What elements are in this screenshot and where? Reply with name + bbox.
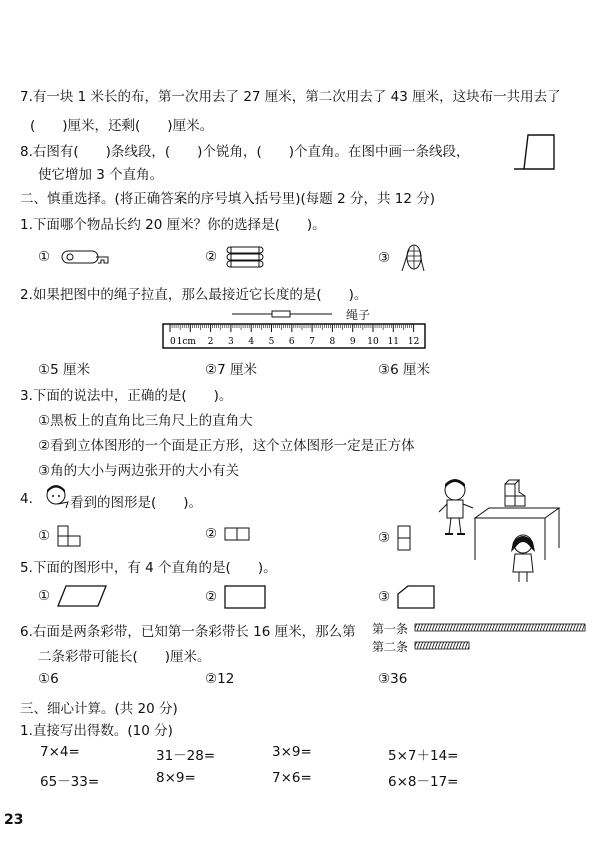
q8-line1: 8.右图有( )条线段，( )个锐角，( )个直角。在图中画一条线段，	[20, 144, 470, 160]
s2-q2-text: 2.如果把图中的绳子拉直，那么最接近它长度的是( )。	[20, 287, 368, 303]
parallelogram-shape	[56, 584, 108, 608]
ruler-tick-label: 1cm	[176, 337, 196, 347]
s2-q6-option-3: ③36	[378, 671, 408, 687]
ruler-tick-label: 2	[207, 337, 214, 347]
s2-q1-option-1: ①	[38, 243, 112, 271]
ruler-tick-label: 8	[329, 337, 336, 347]
s2-q2-option-1: ①5 厘米	[38, 362, 90, 378]
rope-label: 绳子	[346, 308, 371, 322]
s2-q4-option-3: ③	[378, 524, 414, 552]
s2-q6-option-2: ②12	[205, 671, 235, 687]
ruler-tick-label: 0	[170, 337, 176, 347]
ribbon-1	[414, 623, 588, 633]
ruler-tick-label: 10	[367, 337, 379, 347]
s2-q4-option-2: ②	[205, 524, 253, 544]
view-shape-1	[56, 524, 84, 548]
s2-q4-text: 看到的图形是( )。	[70, 495, 203, 511]
irregular-quad-shape	[396, 584, 436, 610]
calc-r2-c1: 65－33=	[40, 774, 100, 790]
s2-q1-text: 1.下面哪个物品长约 20 厘米？你的选择是( )。	[20, 217, 326, 233]
q8-line2: 使它增加 3 个直角。	[38, 167, 164, 183]
ruler-tick-label: 3	[228, 337, 234, 347]
s2-q4-option-1: ①	[38, 524, 84, 548]
s2-q3-text: 3.下面的说法中，正确的是( )。	[20, 388, 233, 404]
section3-title: 三、细心计算。(共 20 分)	[20, 701, 178, 717]
boy-head-icon	[44, 482, 70, 510]
ruler	[162, 323, 426, 349]
s3-q1-text: 1.直接写出得数。(10 分)	[20, 723, 173, 739]
ribbon-2-label: 第二条	[372, 640, 409, 654]
s2-q5-option-2: ②	[205, 584, 267, 610]
section2-title: 二、慎重选择。(将正确答案的序号填入括号里)(每题 2 分，共 12 分)	[20, 191, 435, 207]
ruler-tick-label: 11	[387, 337, 400, 347]
s2-q4-num: 4.	[20, 491, 33, 507]
q8-figure	[512, 133, 556, 173]
s2-q5-text: 5.下面的图形中，有 4 个直角的是( )。	[20, 560, 277, 576]
s2-q2-option-2: ②7 厘米	[205, 362, 257, 378]
s2-q1-option-3: ③	[378, 243, 430, 273]
s2-q6-option-1: ①6	[38, 671, 59, 687]
s2-q3-option-2: ②看到立体图形的一个面是正方形，这个立体图形一定是正方体	[38, 438, 415, 454]
rectangle-shape	[223, 584, 267, 610]
key-icon	[56, 243, 112, 271]
ruler-tick-label: 5	[268, 337, 275, 347]
s2-q5-option-1: ①	[38, 584, 108, 608]
s2-q2-option-3: ③6 厘米	[378, 362, 430, 378]
s2-q6-line1: 6.右面是两条彩带，已知第一条彩带长 16 厘米，那么第	[20, 624, 356, 640]
s2-q3-option-1: ①黑板上的直角比三角尺上的直角大	[38, 413, 253, 429]
calc-r2-c2: 8×9=	[156, 770, 196, 786]
ruler-tick-label: 6	[288, 337, 295, 347]
ruler-tick-label: 7	[309, 337, 315, 347]
ribbon-1-label: 第一条	[372, 622, 409, 636]
calc-r1-c2: 31－28=	[156, 748, 216, 764]
ribbon-2	[414, 641, 474, 651]
rope-figure	[232, 308, 342, 320]
calc-r2-c3: 7×6=	[272, 770, 312, 786]
calc-r1-c1: 7×4=	[40, 744, 80, 760]
calc-r2-c4: 6×8－17=	[388, 774, 459, 790]
corn-icon	[396, 243, 430, 273]
ruler-tick-label: 9	[349, 337, 356, 347]
page-number: 23	[4, 812, 24, 828]
s2-q5-option-3: ③	[378, 584, 436, 610]
ruler-tick-label: 12	[407, 337, 420, 347]
s2-q3-option-3: ③角的大小与两边张开的大小有关	[38, 463, 240, 479]
calc-r1-c4: 5×7＋14=	[388, 748, 459, 764]
ruler-tick-label: 4	[248, 337, 255, 347]
batteries-icon	[223, 243, 273, 271]
q7-line1: 7.有一块 1 米长的布，第一次用去了 27 厘米，第二次用去了 43 厘米，这块布一共用去了	[20, 89, 561, 105]
s2-q1-option-2: ②	[205, 243, 273, 271]
calc-r1-c3: 3×9=	[272, 744, 312, 760]
s2-q6-line2: 二条彩带可能长( )厘米。	[38, 649, 211, 665]
view-shape-2	[223, 524, 253, 544]
view-shape-3	[396, 524, 414, 552]
children-blocks-illustration	[435, 478, 565, 584]
q7-line2: ( )厘米，还剩( )厘米。	[30, 118, 214, 134]
